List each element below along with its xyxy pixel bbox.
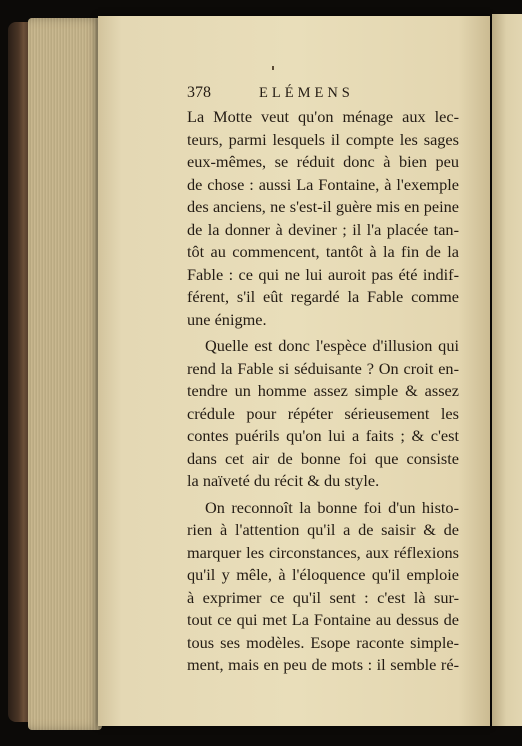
paragraph [187,497,459,677]
text-line: des anciens, ne s'est-il guère mis en peine [187,197,459,216]
text-line: tout ce qui met La Fontaine au dessus de [187,610,459,629]
text-line: rend la Fable si séduisante ? On croit en- [187,358,459,378]
text-line: tous ses modèles. Esope raconte simple- [187,632,459,652]
text-line: Fable : ce qui ne lui auroit pas été indif- [187,264,459,284]
text-line: à exprimer ce qu'il sent : c'est là sur- [187,587,459,607]
printer-mark [272,66,274,70]
text-line: rien à l'attention qu'il a de saisir & de [187,520,459,539]
text-line: Quelle est donc l'espèce d'illusion qui [205,336,459,355]
facing-page-edge [492,14,522,726]
text-line: marquer les circonstances, aux réflexions [187,542,459,562]
running-title: ELÉMENS [259,85,354,101]
text-line: une énigme. [187,309,267,329]
text-line: eux-mêmes, se réduit donc à bien peu [187,152,459,171]
paragraph [187,106,459,331]
page-number: 378 [187,84,211,101]
text-line: dans cet air de bonne foi que consiste [187,448,459,468]
text-line: On reconnoît la bonne foi d'un histo- [205,497,459,517]
paragraph [187,335,459,493]
text-line: de chose : aussi La Fontaine, à l'exemple [187,174,459,194]
text-line: qu'il y mêle, à l'éloquence qu'il emploie [187,565,459,584]
text-line: crédule pour répéter sérieusement les [187,403,459,423]
text-line: La Motte veut qu'on ménage aux lec- [187,107,459,126]
text-line: tendre un homme assez simple & assez [187,381,459,400]
text-line: teurs, parmi lesquels il compte les sages [187,129,459,149]
page-text [187,82,459,677]
text-line: de la donner à deviner ; il l'a placée tan- [187,219,459,239]
running-header [187,82,459,106]
text-line: contes puérils qu'on lui a faits ; & c'est [187,426,459,445]
text-line: la naïveté du récit & du style. [187,471,380,490]
page-edges [28,18,102,730]
text-line: férent, s'il eût regardé la Fable comme [187,287,459,306]
text-line: ment, mais en peu de mots : il semble ré- [187,655,459,674]
text-line: tôt au commencent, tantôt à la fin de la [187,242,459,261]
